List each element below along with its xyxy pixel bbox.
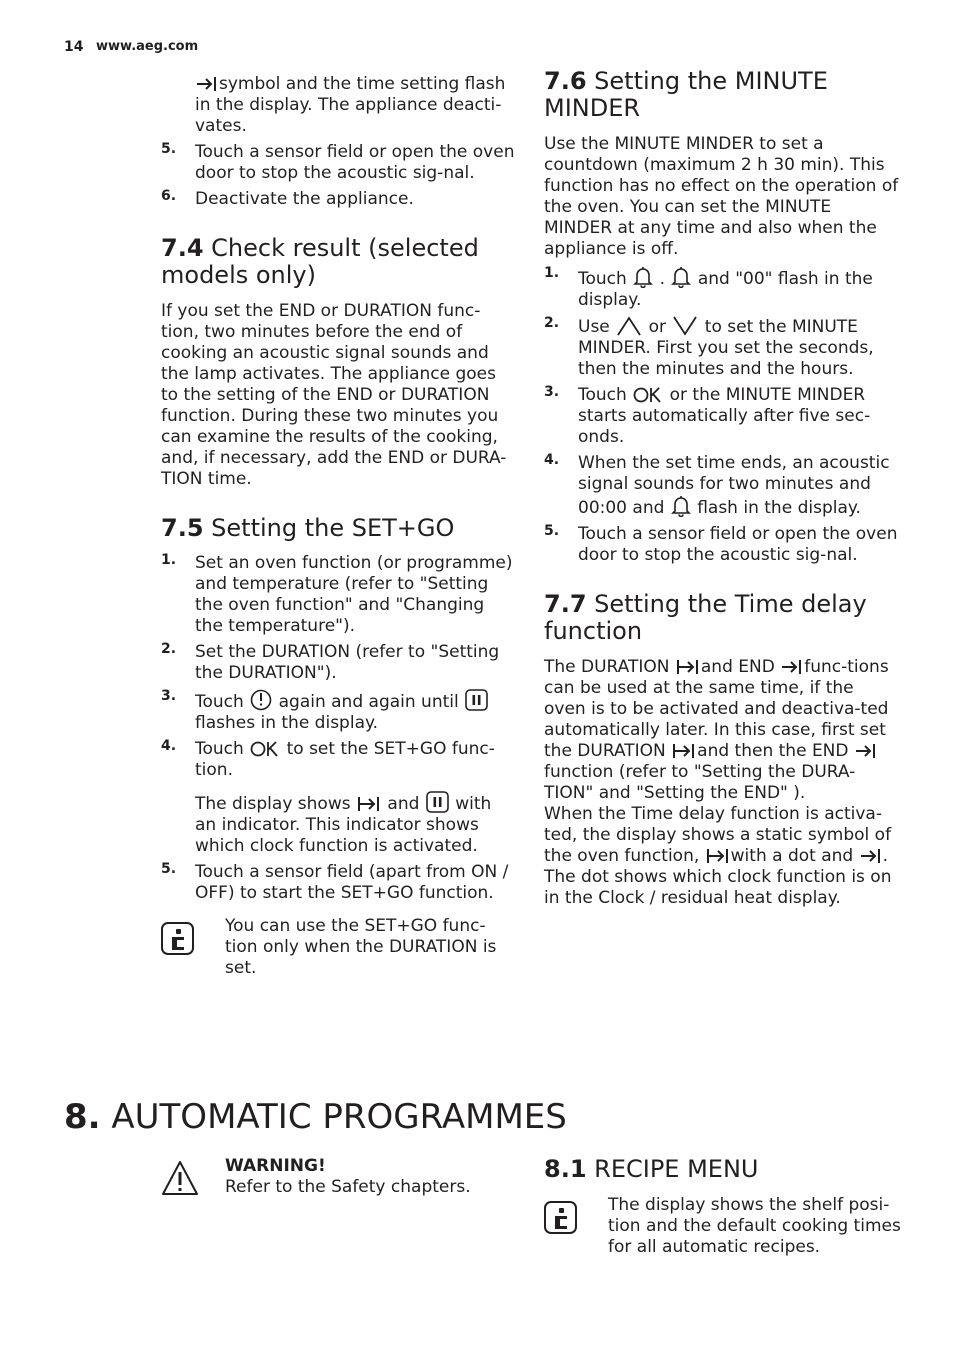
end-arrow-icon bbox=[196, 75, 218, 93]
continued-text: symbol and the time setting flash in the display. The appliance deacti-vates. bbox=[195, 74, 506, 136]
info-note: The display shows the shelf posi-tion and the default cooking times for all automatic recipes. bbox=[544, 1195, 904, 1258]
step-number: 5. bbox=[161, 141, 177, 157]
step-5 bbox=[161, 142, 516, 184]
warning-icon bbox=[161, 1160, 199, 1202]
section-7-7-body: The DURATION and END func-tions can be used at the same time, if the oven is to be activated and deactiva-ted automatically later. In this case, first set the DURATION and then the END function (refer to "Setting the DURA-TION" and "Setting the END" ). When the Time delay function is activa-ted, the display shows a static symbol of the oven function, with a dot and . The dot shows which clock function is on in the Clock / residual heat display. bbox=[544, 657, 892, 908]
step-text: Deactivate the appliance. bbox=[195, 189, 414, 209]
pause-icon bbox=[465, 689, 488, 711]
chapter-8-title: 8. AUTOMATIC PROGRAMMES bbox=[64, 1097, 567, 1137]
step-6 bbox=[161, 189, 516, 210]
website-url: www.aeg.com bbox=[96, 39, 199, 54]
section-8-1-heading: 8.1 RECIPE MENU bbox=[544, 1155, 759, 1183]
section-8-1 bbox=[544, 1156, 904, 1258]
duration-icon bbox=[676, 658, 700, 676]
end-arrow-icon bbox=[860, 847, 882, 865]
s75-step-3: 3. Touch again and again until flashes in the display. bbox=[161, 689, 516, 734]
continued-step bbox=[161, 74, 516, 137]
s76-step-1: 1. Touch . and "00" flash in the display. bbox=[544, 265, 873, 310]
step-number: 6. bbox=[161, 188, 177, 204]
section-7-6-body: Use the MINUTE MINDER to set a countdown (maximum 2 h 30 min). This function has no effect on the operation of the oven. You can set the MINUTE MINDER at any time and also when the appliance is off. bbox=[544, 134, 899, 259]
warning-label: WARNING! bbox=[225, 1156, 326, 1176]
page-number: 14 bbox=[64, 39, 84, 55]
section-7-7-heading: 7.7 Setting the Time delay function bbox=[544, 590, 867, 645]
s76-step-5: 5. Touch a sensor field or open the oven door to stop the acoustic sig-nal. bbox=[544, 523, 898, 565]
s76-step-4: 4. When the set time ends, an acoustic signal sounds for two minutes and 00:00 and flash in the display. bbox=[544, 452, 890, 518]
s76-step-2: 2. Use or to set the MINUTE MINDER. First you set the seconds, then the minutes and the hours. bbox=[544, 315, 874, 379]
down-chevron-icon bbox=[672, 316, 698, 336]
bell-icon bbox=[671, 266, 691, 288]
left-column bbox=[161, 74, 516, 979]
ok-icon bbox=[633, 386, 663, 404]
end-arrow-icon bbox=[855, 742, 877, 760]
s75-step-2: 2. Set the DURATION (refer to "Setting the DURATION"). bbox=[161, 641, 500, 683]
s76-step-3: 3. Touch or the MINUTE MINDER starts automatically after five sec-onds. bbox=[544, 384, 871, 447]
s75-step-1: 1. Set an oven function (or programme) and temperature (refer to "Setting the oven function" and "Changing the temperature"). bbox=[161, 552, 513, 636]
end-arrow-icon bbox=[781, 658, 803, 676]
section-7-5-heading: 7.5 Setting the SET+GO bbox=[161, 514, 455, 542]
duration-icon bbox=[706, 847, 730, 865]
clock-icon bbox=[250, 689, 272, 711]
warning-text: Refer to the Safety chapters. bbox=[225, 1177, 471, 1197]
right-column bbox=[544, 68, 900, 909]
section-7-6-heading: 7.6 Setting the MINUTE MINDER bbox=[544, 67, 828, 122]
warning-note bbox=[161, 1156, 501, 1198]
info-note: You can use the SET+GO func-tion only when the DURATION is set. bbox=[161, 916, 516, 979]
bell-icon bbox=[633, 266, 653, 288]
duration-icon bbox=[672, 742, 696, 760]
section-7-4-body: If you set the END or DURATION func-tion, two minutes before the end of cooking an acoustic signal sounds and the lamp activates. The appliance goes to the setting of the END or DURATION function. During these two minutes you can examine the results of the cooking, and, if necessary, add the END or DURA-TION time. bbox=[161, 301, 507, 489]
step-text: Touch a sensor field or open the oven door to stop the acoustic sig-nal. bbox=[195, 142, 515, 183]
info-icon bbox=[544, 1201, 577, 1234]
info-icon bbox=[161, 922, 194, 955]
s75-step-4: 4. Touch to set the SET+GO func-tion. bbox=[161, 738, 495, 780]
duration-icon bbox=[357, 795, 381, 813]
up-chevron-icon bbox=[616, 316, 642, 336]
ok-icon bbox=[250, 740, 280, 758]
s75-step-5: 5. Touch a sensor field (apart from ON / OFF) to start the SET+GO function. bbox=[161, 861, 509, 903]
bell-icon bbox=[671, 495, 691, 517]
section-7-4-heading: 7.4 Check result (selected models only) bbox=[161, 234, 479, 289]
s75-step-4-note: The display shows and with an indicator. This indicator shows which clock function is activated. bbox=[161, 791, 516, 857]
pause-icon bbox=[426, 791, 449, 813]
